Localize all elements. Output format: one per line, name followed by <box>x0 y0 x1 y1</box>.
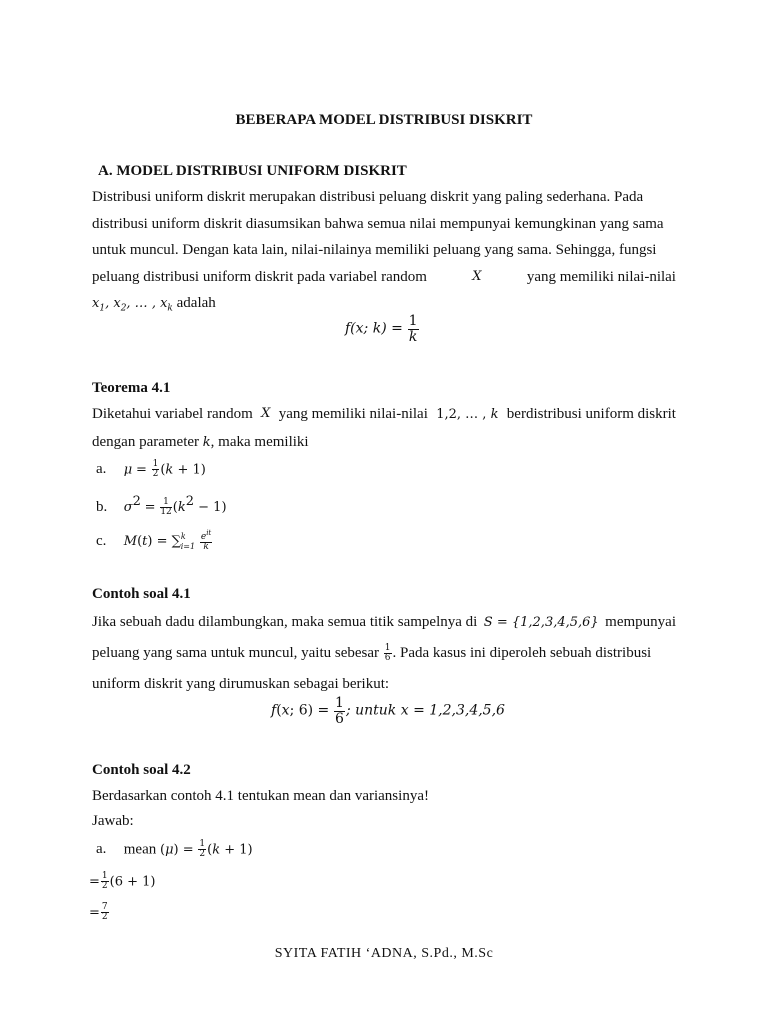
answer-step-1: = $\frac{1}{2}$ (6 + 1) <box>89 871 156 892</box>
formula-numerator: 1 <box>408 313 418 329</box>
answer-step-2: = $\frac{7}{2}$ <box>89 902 108 923</box>
formula-fraction <box>408 314 419 344</box>
one-sixth-fraction: $\frac{1}{6}$ <box>384 642 391 664</box>
sample-space-set: S = {1,2,3,4,5,6} <box>483 615 599 630</box>
theorem-text <box>92 401 676 456</box>
answer-item-a: a. mean (μ) = $\frac{1}{2}$ (k + 1) <box>96 839 253 860</box>
intro-line-3: untuk muncul. Dengan kata lain, nilai-nilainya memiliki peluang yang sama. Sehingga, fungsi <box>92 242 657 258</box>
theorem-line-1-a: Diketahui variabel random <box>92 406 253 422</box>
var-x-symbol: X <box>472 268 482 284</box>
theorem-line-1 <box>92 401 676 429</box>
theorem-item-c: c. M(t) = ∑$^k_{i=1}$ $\frac{e^{it}}{k}$ <box>96 529 212 553</box>
intro-line-4-b: yang memiliki nilai-nilai <box>526 268 676 285</box>
theorem-line-2: dengan parameter k, maka memiliki <box>92 433 309 450</box>
page-title: BEBERAPA MODEL DISTRIBUSI DISKRIT <box>235 112 533 128</box>
param-k-symbol: k <box>202 434 211 450</box>
example-1-heading: Contoh soal 4.1 <box>92 586 191 602</box>
formula-denominator: k <box>408 328 418 345</box>
intro-line-2: distribusi uniform diskrit diasumsikan bahwa semua nilai mempunyai kemungkinan yang sama <box>92 215 664 232</box>
example-1-text <box>92 607 676 700</box>
intro-line-4 <box>92 264 676 291</box>
example-1-line-3: uniform diskrit yang dirumuskan sebagai berikut: <box>92 676 390 692</box>
dice-pmf-formula: f(x; 6) = $\frac{1}{6}$ ; untuk x = 1,2,3,4,5,6 <box>271 695 505 727</box>
example-2-question: Berdasarkan contoh 4.1 tentukan mean dan variansinya! <box>92 788 429 804</box>
section-a-heading: A. MODEL DISTRIBUSI UNIFORM DISKRIT <box>98 163 407 179</box>
example-1-line-2: peluang yang sama untuk muncul, yaitu sebesar $\frac{1}{6}$ . Pada kasus ini diperoleh sebuah distribusi <box>92 642 652 664</box>
theorem-line-1-c: berdistribusi uniform diskrit <box>506 406 676 422</box>
intro-line-1: Distribusi uniform diskrit merupakan distribusi peluang diskrit yang paling sederhana. Pada <box>92 189 644 205</box>
var-x-symbol-2: X <box>261 406 271 421</box>
intro-line-4-a: peluang distribusi uniform diskrit pada variabel random <box>92 268 427 285</box>
values-list-math: $x_1$, $x_2$, … , $x_k$ <box>92 296 173 314</box>
intro-line-5-b: adalah <box>176 295 216 311</box>
example-2-heading: Contoh soal 4.2 <box>92 762 191 778</box>
intro-paragraph <box>92 184 676 322</box>
example-1-line-1: Jika sebuah dadu dilambungkan, maka semua titik sampelnya di S = {1,2,3,4,5,6} mempunyai <box>92 607 676 638</box>
theorem-heading: Teorema 4.1 <box>92 380 171 396</box>
theorem-item-b: b. $\sigma^2$ = $\frac{1}{12}$ $(k^2 - 1)$ <box>96 494 227 518</box>
answer-label: Jawab: <box>92 813 134 829</box>
formula-lhs: f(x; k) = <box>345 320 403 337</box>
theorem-item-a: a. μ = $\frac{1}{2}$ (k + 1) <box>96 459 206 480</box>
theorem-values: 1,2, … , k <box>436 407 499 422</box>
page-footer-author: SYITA FATIH ‘ADNA, S.Pd., M.Sc <box>274 946 494 961</box>
uniform-pmf-formula <box>345 314 420 344</box>
theorem-line-1-b: yang memiliki nilai-nilai <box>278 406 428 422</box>
